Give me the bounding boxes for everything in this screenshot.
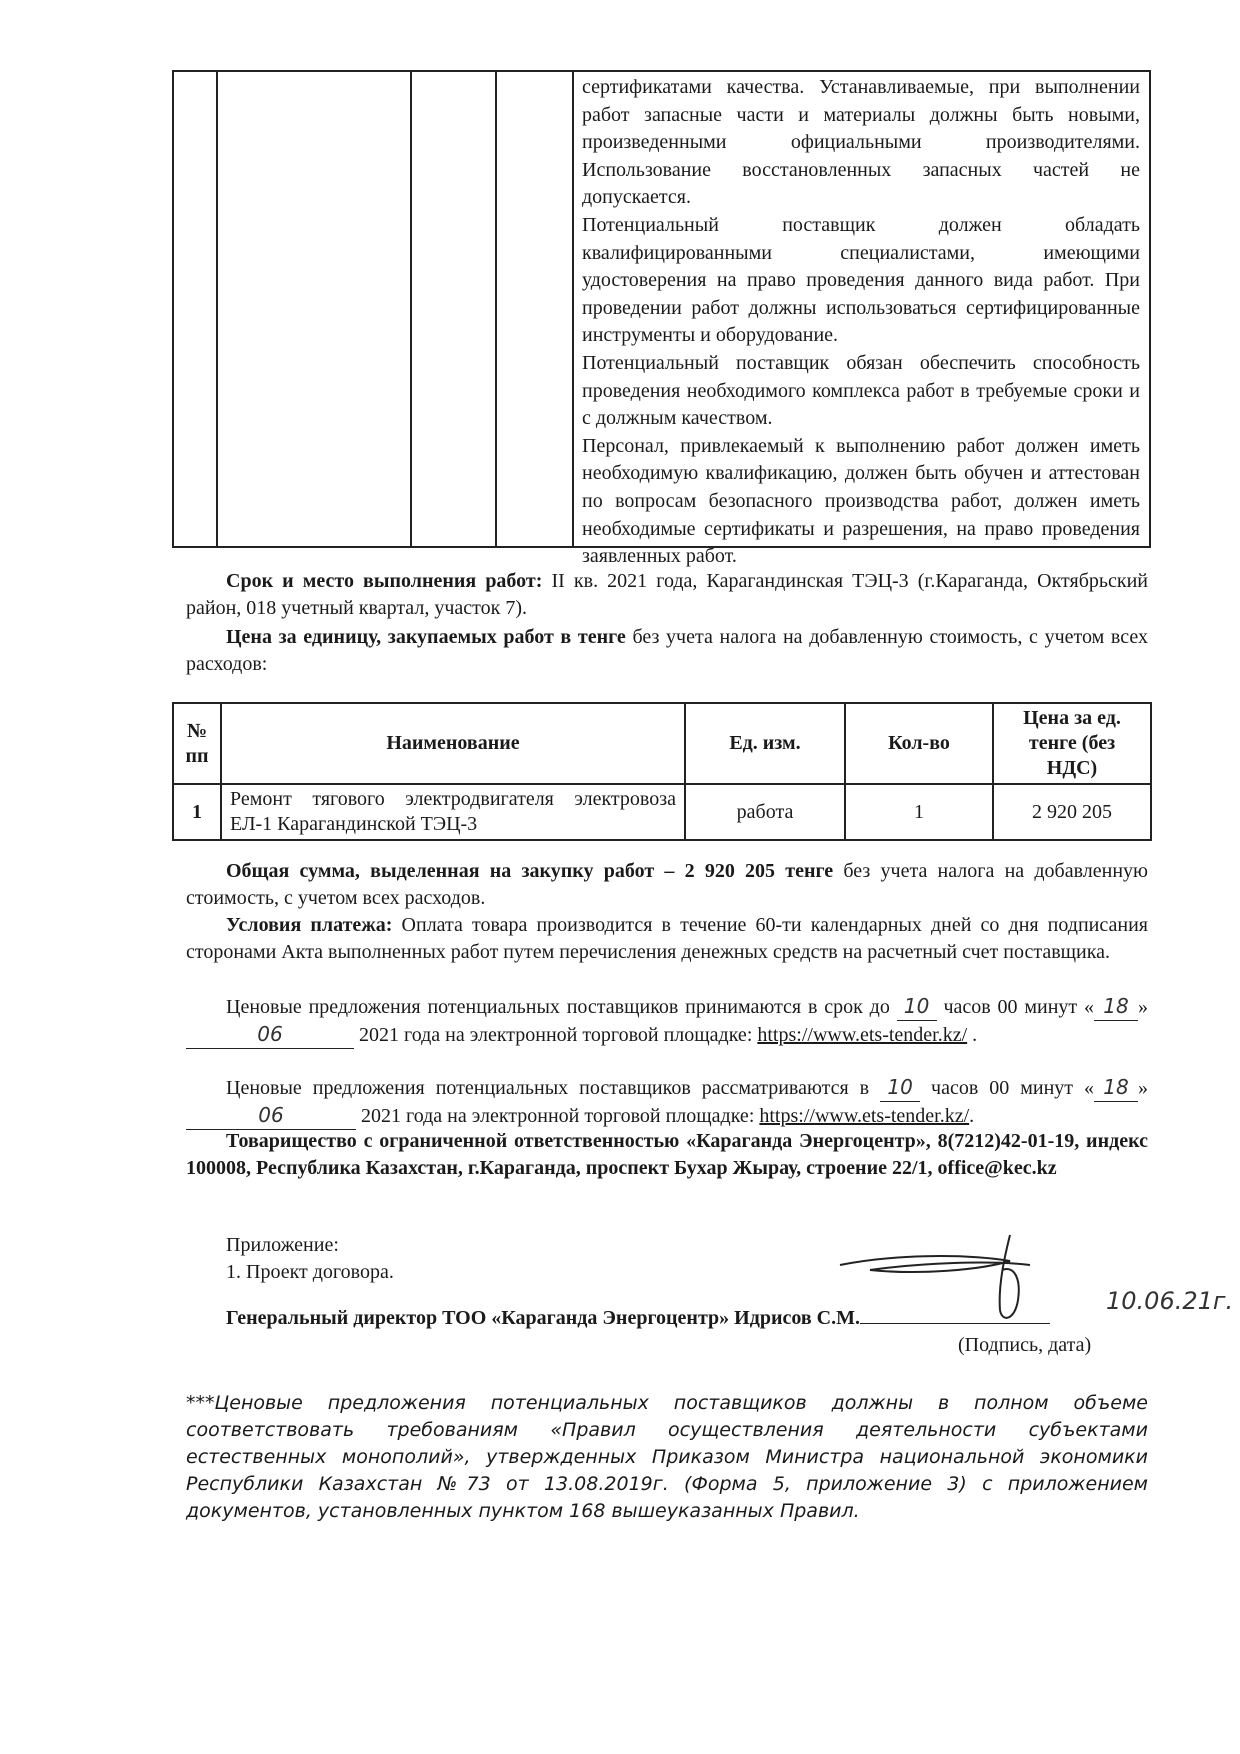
acceptance-text: часов 00 минут «: [936, 996, 1094, 1018]
col-header-quantity: Кол-во: [845, 703, 993, 784]
appendix-title: Приложение:: [226, 1234, 339, 1256]
review-text: .: [969, 1105, 975, 1127]
total-text: без учета налога на добавленную стоимость, с учетом всех расходов.: [186, 860, 1148, 909]
unit-price-text: без учета налога на добавленную стоимость, с учетом всех расходов:: [186, 626, 1148, 675]
acceptance-text: Ценовые предложения потенциальных поставщиков принимаются в срок до: [226, 996, 897, 1018]
cell-price: 2 920 205: [993, 784, 1151, 840]
acceptance-text: .: [967, 1024, 978, 1046]
requirements-text: [582, 74, 1140, 571]
acceptance-text: 2021 года на электронной торговой площадке:: [354, 1024, 758, 1046]
footnote: ***Ценовые предложения потенциальных поставщиков должны в полном объеме соответствовать требованиям «Правил осуществления деятельности субъектами естественных монополий», утвержденных Приказом Министра национальной экономики Республики Казахстан №73 от 13.08.2019г. (Форма 5, приложение 3) с приложением документов, установленных пунктом 168 вышеуказанных Правил.: [186, 1392, 1148, 1522]
review-text: 2021 года на электронной торговой площадке:: [356, 1105, 760, 1127]
payment-label: Условия платежа:: [226, 914, 393, 936]
review-text: »: [1138, 1077, 1148, 1099]
unit-price-label: Цена за единицу, закупаемых работ в тенге: [226, 626, 626, 648]
term-label: Срок и место выполнения работ:: [226, 570, 543, 592]
table-row: [173, 784, 1151, 840]
review-text: Ценовые предложения потенциальных поставщиков рассматриваются в: [226, 1077, 881, 1099]
company-details: Товарищество с ограниченной ответственностью «Караганда Энергоцентр», 8(7212)42-01-19, индекс 100008, Республика Казахстан, г.Караганда, проспект Бухар Жырау, строение 22/1, office@kec.kz: [186, 1130, 1148, 1179]
table-col-border: [410, 70, 412, 548]
signature-name: Генеральный директор ТОО «Караганда Энергоцентр» Идрисов С.М.: [226, 1307, 860, 1329]
table-col-border: [172, 70, 174, 548]
payment-paragraph: [186, 912, 1148, 966]
acceptance-month: 06: [186, 1021, 354, 1049]
table-top-border: [172, 70, 1151, 72]
total-paragraph: [186, 858, 1148, 912]
col-header-price: Цена за ед. тенге (без НДС): [993, 703, 1151, 784]
review-text: часов 00 минут «: [920, 1077, 1094, 1099]
price-table-header: [173, 703, 1151, 784]
appendix-item: 1. Проект договора.: [226, 1261, 394, 1283]
review-day: 18: [1094, 1074, 1138, 1102]
acceptance-text: »: [1138, 996, 1148, 1018]
unit-price-paragraph: [186, 624, 1148, 678]
cell-number: 1: [173, 784, 221, 840]
requirements-paragraph: Персонал, привлекаемый к выполнению работ должен иметь необходимую квалификацию, должен быть обучен и аттестован по вопросам безопасного производства работ, должен иметь необходимые сертификаты и разрешения, на право проведения заявленных работ.: [582, 434, 1140, 568]
review-month: 06: [186, 1102, 356, 1130]
col-header-number: № пп: [173, 703, 221, 784]
col-header-unit: Ед. изм.: [685, 703, 845, 784]
ets-tender-link[interactable]: https://www.ets-tender.kz/: [757, 1024, 968, 1046]
signature-line: [226, 1305, 1050, 1332]
review-paragraph: [186, 1074, 1148, 1130]
requirements-paragraph: Потенциальный поставщик обязан обеспечить способность проведения необходимого комплекса работ в требуемые сроки и с должным качеством.: [582, 351, 1140, 430]
price-table: [172, 702, 1152, 841]
term-paragraph: [186, 568, 1148, 622]
cell-unit: работа: [685, 784, 845, 840]
requirements-paragraph: сертификатами качества. Устанавливаемые, при выполнении работ запасные части и материалы должны быть новыми, произведенными официальными производителями. Использование восстановленных запасных частей не допускается.: [582, 76, 1140, 209]
ets-tender-link[interactable]: https://www.ets-tender.kz/: [759, 1105, 970, 1127]
signature-underline: [860, 1305, 1050, 1324]
total-label: Общая сумма, выделенная на закупку работ – 2 920 205 тенге: [226, 860, 834, 882]
table-col-border: [1149, 70, 1151, 548]
cell-name: Ремонт тягового электродвигателя электровоза ЕЛ-1 Карагандинской ТЭЦ-3: [221, 784, 685, 840]
signature-caption: (Подпись, дата): [958, 1334, 1092, 1356]
table-col-border: [495, 70, 497, 548]
acceptance-paragraph: [186, 993, 1148, 1049]
requirements-paragraph: Потенциальный поставщик должен обладать квалифицированными специалистами, имеющими удостоверения на право проведения данного вида работ. При проведении работ должны использоваться сертифицированные инструменты и оборудование.: [582, 213, 1140, 347]
table-col-border: [572, 70, 574, 548]
term-text: II кв. 2021 года, Карагандинская ТЭЦ-3 (г.Караганда, Октябрьский район, 018 учетный квартал, участок 7).: [186, 570, 1149, 619]
acceptance-hour: 10: [897, 993, 937, 1021]
col-header-name: Наименование: [221, 703, 685, 784]
review-hour: 10: [880, 1074, 920, 1102]
table-col-border: [216, 70, 218, 548]
payment-text: Оплата товара производится в течение 60-ти календарных дней со дня подписания сторонами Акта выполненных работ путем перечисления денежных средств на расчетный счет поставщика.: [186, 914, 1148, 963]
cell-quantity: 1: [845, 784, 993, 840]
acceptance-day: 18: [1094, 993, 1138, 1021]
requirements-table: [172, 70, 1151, 568]
signature-date: 10.06.21г.: [1106, 1287, 1234, 1315]
